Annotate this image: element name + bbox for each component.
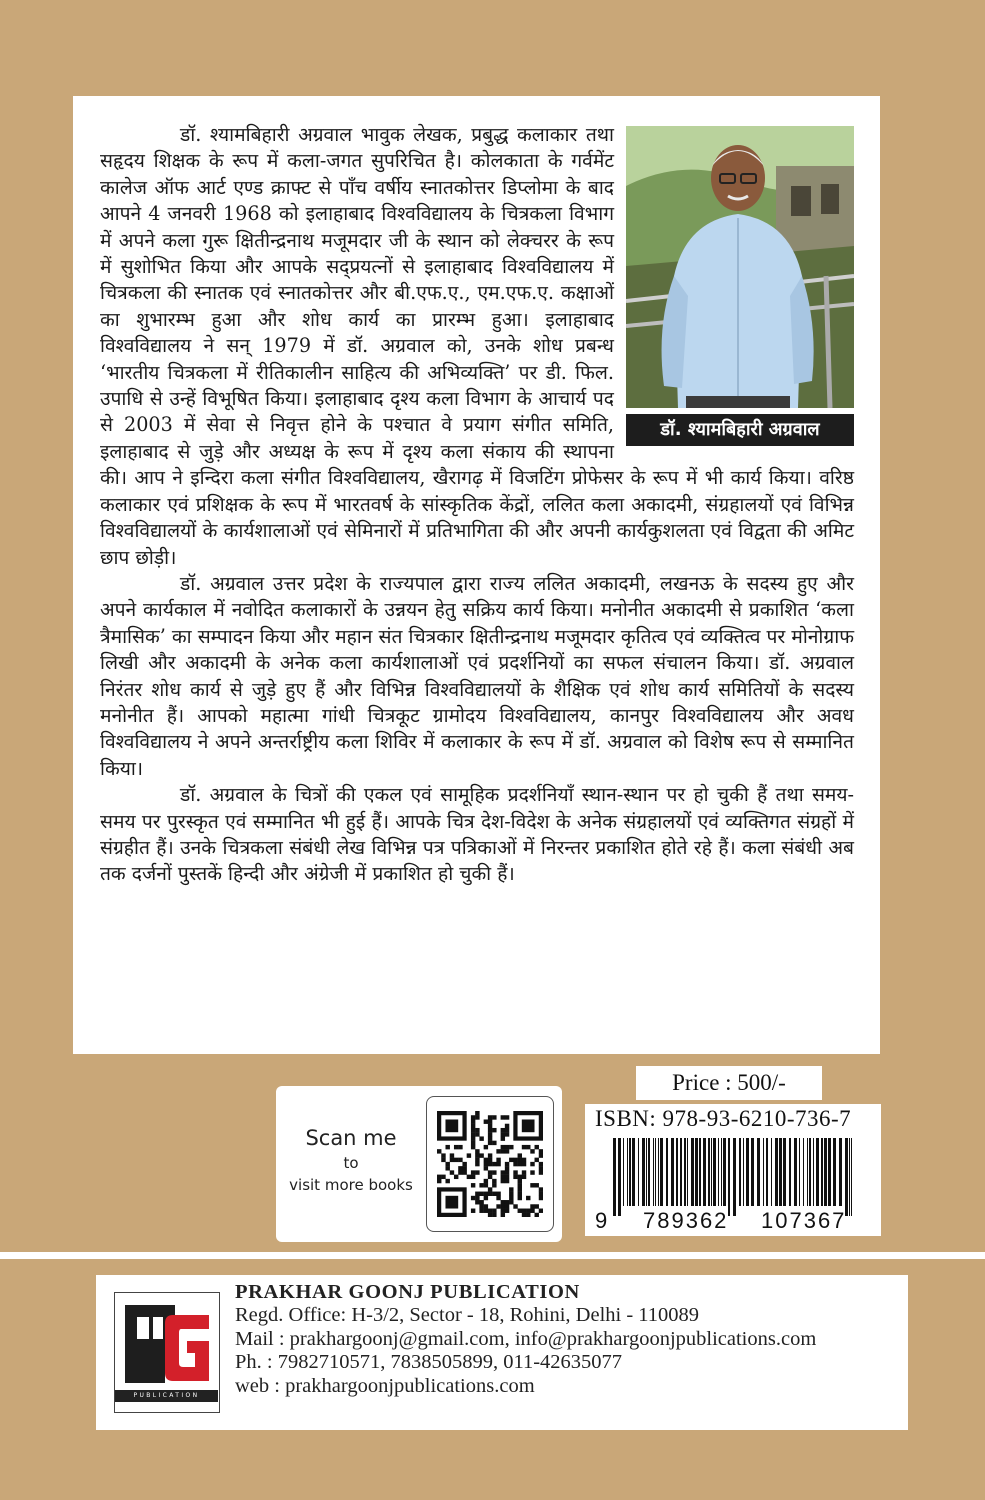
barcode-icon bbox=[613, 1138, 855, 1216]
publisher-office: Regd. Office: H-3/2, Sector - 18, Rohini, Delhi - 110089 bbox=[235, 1304, 700, 1327]
qr-line-visit: visit more books bbox=[289, 1176, 413, 1194]
qr-code[interactable] bbox=[426, 1096, 554, 1232]
price-label: Price : 500/- bbox=[636, 1066, 822, 1100]
qr-code-icon bbox=[437, 1111, 543, 1217]
pg-logo-icon bbox=[115, 1293, 218, 1390]
bio-paragraph-1: डॉ. श्यामबिहारी अग्रवाल भावुक लेखक, प्रबुद्ध कलाकार तथा सहृदय शिक्षक के रूप में कला-जगत सुपरिचित है। कोलकाता के गर्वमेंट कालेज ऑफ आर्ट एण्ड क्राफ्ट से पाँच वर्षीय स्नातकोत्तर डिप्लोमा के बाद आपने 4 जनवरी 1968 को इलाहाबाद विश्वविद्यालय के चित्रकला विभाग में अपने कला गुरू क्षितीन्द्रनाथ मजूमदार जी के स्थान को लेक्चरर के रूप में सुशोभित किया और आपके सद्प्रयत्नों से इलाहाबाद विश्वविद्यालय में चित्रकला की स्नातक एवं स्नातकोत्तर और बी.एफ.ए., एम.एफ.ए. कक्षाओं का शुभारम्भ हुआ और शोध कार्य का प्रारम्भ हुआ। इलाहाबाद विश्वविद्यालय ने सन् 1979 में डॉ. अग्रवाल को, उनके शोध प्रबन्ध ‘भारतीय चित्रकला में रीतिकालीन साहित्य की अभिव्यक्ति’ पर डी. फिल. उपाधि से उन्हें विभूषित किया। इलाहाबाद दृश्य कला विभाग के आचार्य पद से 2003 में सेवा से निवृत्त होने के पश्चात वे प्रयाग संगीत समिति, इलाहाबाद से जुड़े और अध्यक्ष के रूप में दृश्य कला संकाय की स्थापना की। आप ने इन्दिरा कला संगीत विश्वविद्यालय, खैरागढ़ में विजटिंग प्रोफेसर के रूप में भी कार्य किया। वरिष्ठ कलाकार एवं प्रशिक्षक के रूप में भारतवर्ष के सांस्कृतिक केंद्रों, ललित कला अकादमी, संग्रहालयों एवं विभिन्न विश्वविद्यालयों के कार्यशालाओं एवं सेमिनारों में प्रतिभागिता की और अपनी कार्यकुशलता एवं विद्वता की अमिट छाप छोड़ी। bbox=[100, 123, 854, 569]
publisher-footer bbox=[96, 1275, 908, 1430]
publisher-logo bbox=[114, 1292, 220, 1413]
author-photo-caption: डॉ. श्यामबिहारी अग्रवाल bbox=[626, 414, 854, 446]
author-photo bbox=[626, 126, 854, 408]
publisher-mail[interactable]: Mail : prakhargoonj@gmail.com, info@prakhargoonjpublications.com bbox=[235, 1327, 817, 1350]
author-photo-block bbox=[622, 118, 858, 448]
publisher-web[interactable]: web : prakhargoonjpublications.com bbox=[235, 1374, 535, 1397]
isbn-digits-right: 107367 bbox=[761, 1208, 847, 1233]
publisher-phone: Ph. : 7982710571, 7838505899, 011-42635077 bbox=[235, 1351, 623, 1374]
qr-title: Scan me bbox=[305, 1126, 397, 1150]
biography-panel bbox=[73, 96, 880, 1054]
bio-paragraph-3: डॉ. अग्रवाल के चित्रों की एकल एवं सामूहिक प्रदर्शनियाँ स्थान-स्थान पर हो चुकी हैं तथा समय-समय पर पुरस्कृत एवं सम्मानित भी हुई हैं। आपके चित्र देश-विदेश के अनेक संग्रहालयों एवं व्यक्तिगत संग्रहों में संग्रहीत हैं। उनके चित्रकला संबंधी लेख विभिन्न पत्र पत्रिकाओं में निरन्तर प्रकाशित होते रहे हैं। कला संबंधी अब तक दर्जनों पुस्तकें हिन्दी और अंग्रेजी में प्रकाशित हो चुकी हैं। bbox=[100, 783, 854, 886]
logo-band: PUBLICATION bbox=[115, 1390, 218, 1402]
isbn-block bbox=[585, 1104, 881, 1236]
isbn-label: ISBN: 978-93-6210-736-7 bbox=[595, 1106, 852, 1131]
qr-card[interactable] bbox=[276, 1086, 562, 1242]
qr-line-to: to bbox=[343, 1154, 359, 1172]
qr-caption bbox=[276, 1124, 426, 1196]
biography-text bbox=[100, 122, 854, 888]
bio-paragraph-2: डॉ. अग्रवाल उत्तर प्रदेश के राज्यपाल द्वारा राज्य ललित अकादमी, लखनऊ के सदस्य हुए और अपने कार्यकाल में नवोदित कलाकारों के उन्नयन हेतु सक्रिय कार्य किया। मनोनीत अकादमी से प्रकाशित ‘कला त्रैमासिक’ का सम्पादन किया और महान संत चित्रकार क्षितीन्द्रनाथ मजूमदार कृतित्व एवं व्यक्तित्व पर मोनोग्राफ लिखी और अकादमी के अनेक कला कार्यशालाओं एवं प्रदर्शनियों का सफल संचालन किया। डॉ. अग्रवाल निरंतर शोध कार्य से जुड़े हुए हैं और विभिन्न विश्वविद्यालयों के शैक्षिक एवं शोध कार्य समितियों के सदस्य मनोनीत हैं। आपको महात्मा गांधी चित्रकूट ग्रामोदय विश्वविद्यालय, कानपुर विश्वविद्यालय और अवध विश्वविद्यालय ने अपने अन्तर्राष्ट्रीय कला शिविर में कलाकार के रूप में डॉ. अग्रवाल को विशेष रूप से सम्मानित किया। bbox=[100, 571, 854, 780]
publisher-name: PRAKHAR GOONJ PUBLICATION bbox=[235, 1281, 580, 1303]
publisher-details bbox=[235, 1281, 816, 1398]
isbn-digit-first: 9 bbox=[595, 1208, 608, 1233]
isbn-digits-left: 789362 bbox=[643, 1208, 729, 1233]
footer-divider bbox=[0, 1252, 985, 1259]
